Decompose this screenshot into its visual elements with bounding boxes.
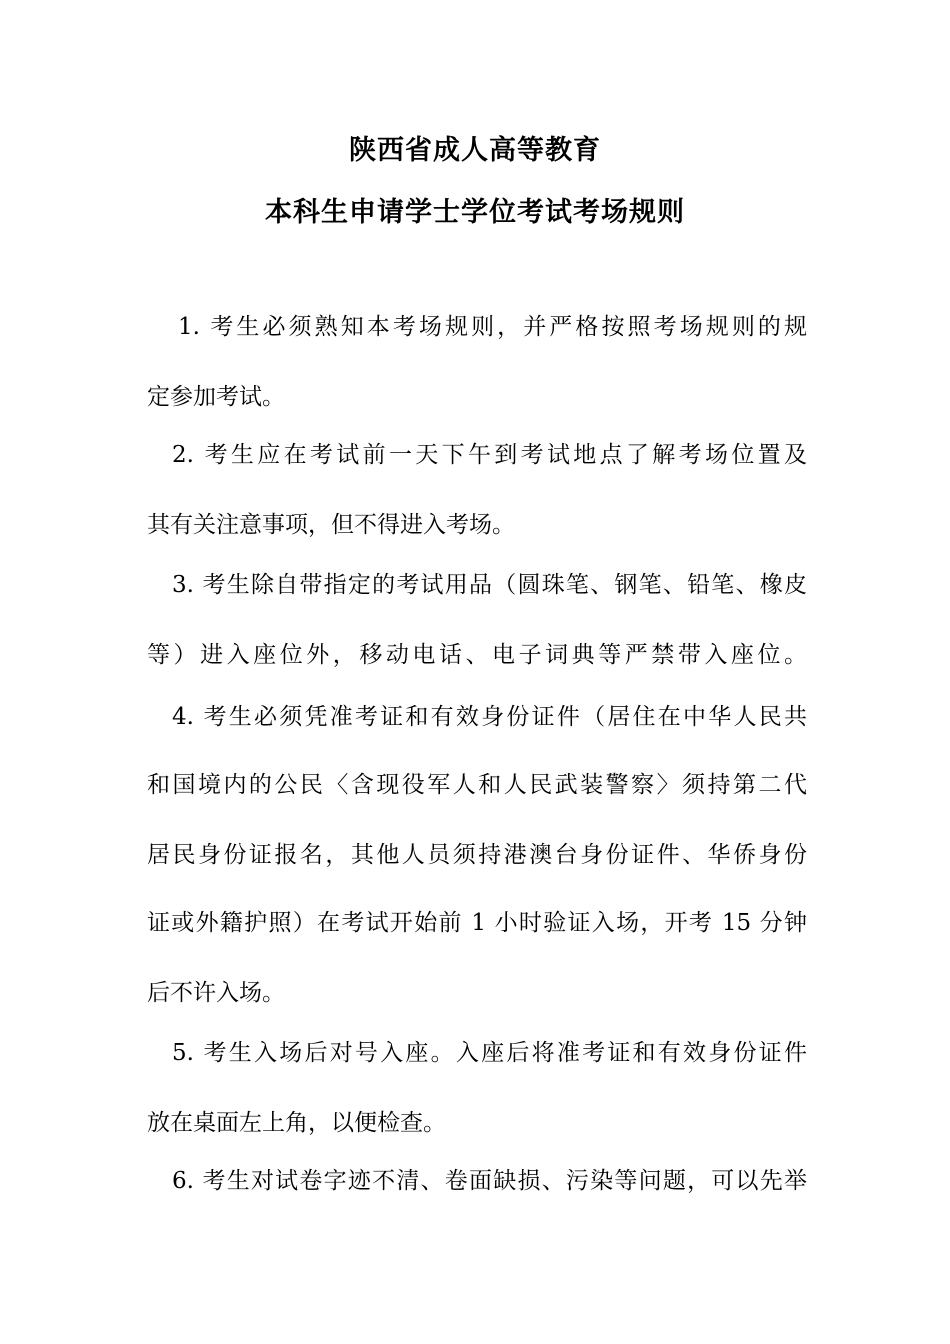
- rule-1-line-1: 1. 考生必须熟知本考场规则，并严格按照考场规则的规: [178, 314, 807, 340]
- document-title-line2: 本科生申请学士学位考试考场规则: [265, 197, 685, 228]
- rule-3-line-1: 3. 考生除自带指定的考试用品（圆珠笔、钢笔、铅笔、橡皮: [172, 572, 807, 598]
- rule-4-line-2: 和国境内的公民〈含现役军人和人民武装警察〉须持第二代: [147, 772, 807, 798]
- rule-5-line-2: 放在桌面左上角，以便检查。: [147, 1110, 446, 1136]
- rule-1-line-2: 定参加考试。: [147, 384, 285, 410]
- rule-4-line-1: 4. 考生必须凭准考证和有效身份证件（居住在中华人民共: [172, 704, 807, 730]
- rule-6-line-1: 6. 考生对试卷字迹不清、卷面缺损、污染等问题，可以先举: [172, 1168, 807, 1194]
- document-title-line1: 陕西省成人高等教育: [349, 135, 601, 166]
- rule-4-line-3: 居民身份证报名，其他人员须持港澳台身份证件、华侨身份: [147, 842, 807, 868]
- rule-4-line-4: 证或外籍护照）在考试开始前 1 小时验证入场，开考 15 分钟: [147, 910, 807, 936]
- rule-2-line-2: 其有关注意事项，但不得进入考场。: [147, 512, 515, 538]
- rule-5-line-1: 5. 考生入场后对号入座。入座后将准考证和有效身份证件: [172, 1040, 807, 1066]
- rule-2-line-1: 2. 考生应在考试前一天下午到考试地点了解考场位置及: [172, 442, 807, 468]
- rule-3-line-2: 等）进入座位外，移动电话、电子词典等严禁带入座位。: [147, 642, 807, 668]
- rule-4-line-5: 后不许入场。: [147, 980, 285, 1006]
